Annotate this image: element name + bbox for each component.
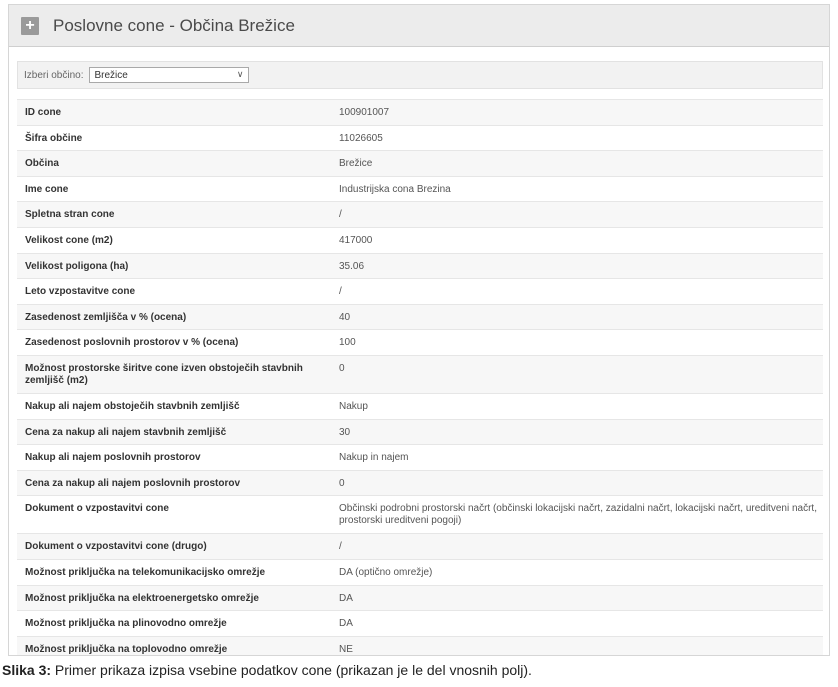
row-label: Ime cone [25, 183, 69, 195]
row-label: Možnost priključka na elektroenergetsko omrežje [25, 592, 259, 604]
row-value: 0 [339, 362, 345, 374]
table-row [17, 586, 823, 612]
row-value: Industrijska cona Brezina [339, 183, 451, 195]
row-label: Možnost prostorske širitve cone izven obstoječih stavbnih zemljišč (m2) [25, 362, 303, 386]
figure-caption [2, 662, 532, 678]
row-label: Možnost priključka na plinovodno omrežje [25, 618, 227, 630]
zone-panel [8, 4, 830, 656]
row-value: 30 [339, 426, 351, 438]
row-label: Zasedenost zemljišča v % (ocena) [25, 311, 187, 323]
municipality-select[interactable] [89, 67, 249, 83]
municipality-select-label: Izberi občino: [24, 69, 84, 81]
table-row [17, 560, 823, 586]
row-label: Velikost cone (m2) [25, 234, 113, 246]
row-label: Nakup ali najem obstoječih stavbnih zemljišč [25, 400, 240, 412]
row-value: / [339, 286, 342, 298]
table-row [17, 151, 823, 177]
row-label: Občina [25, 158, 59, 170]
row-value: Brežice [339, 158, 373, 170]
table-row [17, 356, 823, 394]
row-label: Velikost poligona (ha) [25, 260, 129, 272]
table-row [17, 394, 823, 420]
table-row [17, 126, 823, 152]
row-label: Nakup ali najem poslovnih prostorov [25, 452, 201, 464]
table-row [17, 202, 823, 228]
row-value: NE [339, 643, 353, 655]
row-value: 40 [339, 311, 351, 323]
table-row [17, 279, 823, 305]
table-row [17, 496, 823, 534]
panel-header[interactable] [9, 5, 829, 47]
row-value: 100 [339, 337, 356, 349]
row-value: Nakup [339, 400, 368, 412]
row-label: Cena za nakup ali najem stavbnih zemljišč [25, 426, 227, 438]
table-row [17, 637, 823, 656]
caption-prefix: Slika 3: [2, 662, 52, 678]
chevron-down-icon: ∨ [236, 69, 244, 79]
row-label: Cena za nakup ali najem poslovnih prostorov [25, 477, 241, 489]
table-row [17, 305, 823, 331]
table-row [17, 254, 823, 280]
zone-data-table [17, 99, 823, 656]
row-label: Možnost priključka na telekomunikacijsko omrežje [25, 566, 266, 578]
row-value: DA [339, 618, 353, 630]
table-row [17, 420, 823, 446]
table-row [17, 534, 823, 560]
table-row [17, 445, 823, 471]
row-label: Dokument o vzpostavitvi cone [25, 503, 169, 515]
table-row [17, 611, 823, 637]
municipality-select-value: Brežice [94, 69, 128, 81]
row-value: DA (optično omrežje) [339, 566, 433, 578]
row-value: 417000 [339, 234, 373, 246]
row-value: DA [339, 592, 353, 604]
row-value: 35.06 [339, 260, 365, 272]
row-value: / [339, 541, 342, 553]
table-row [17, 100, 823, 126]
table-row [17, 330, 823, 356]
row-value: 100901007 [339, 107, 390, 118]
row-value: 0 [339, 477, 345, 489]
row-label: Zasedenost poslovnih prostorov v % (ocena) [25, 337, 239, 349]
row-label: Dokument o vzpostavitvi cone (drugo) [25, 541, 207, 553]
page-title: Poslovne cone - Občina Brežice [53, 15, 295, 35]
row-label: Spletna stran cone [25, 209, 115, 221]
row-label: Leto vzpostavitve cone [25, 286, 136, 298]
row-value: Nakup in najem [339, 452, 409, 464]
caption-text: Primer prikaza izpisa vsebine podatkov cone (prikazan je le del vnosnih polj). [51, 662, 532, 678]
row-value: 11026605 [339, 132, 383, 144]
row-label: ID cone [25, 107, 62, 118]
row-value: Občinski podrobni prostorski načrt (občinski lokacijski načrt, zazidalni načrt, lokacijski načrt, ureditveni načrt, prostorski ureditveni pogoji) [339, 503, 817, 527]
table-row [17, 471, 823, 497]
row-label: Možnost priključka na toplovodno omrežje [25, 643, 228, 655]
row-value: / [339, 209, 342, 221]
municipality-select-row [17, 61, 823, 89]
row-label: Šifra občine [25, 132, 83, 144]
table-row [17, 177, 823, 203]
table-row [17, 228, 823, 254]
plus-icon[interactable]: + [21, 17, 39, 35]
